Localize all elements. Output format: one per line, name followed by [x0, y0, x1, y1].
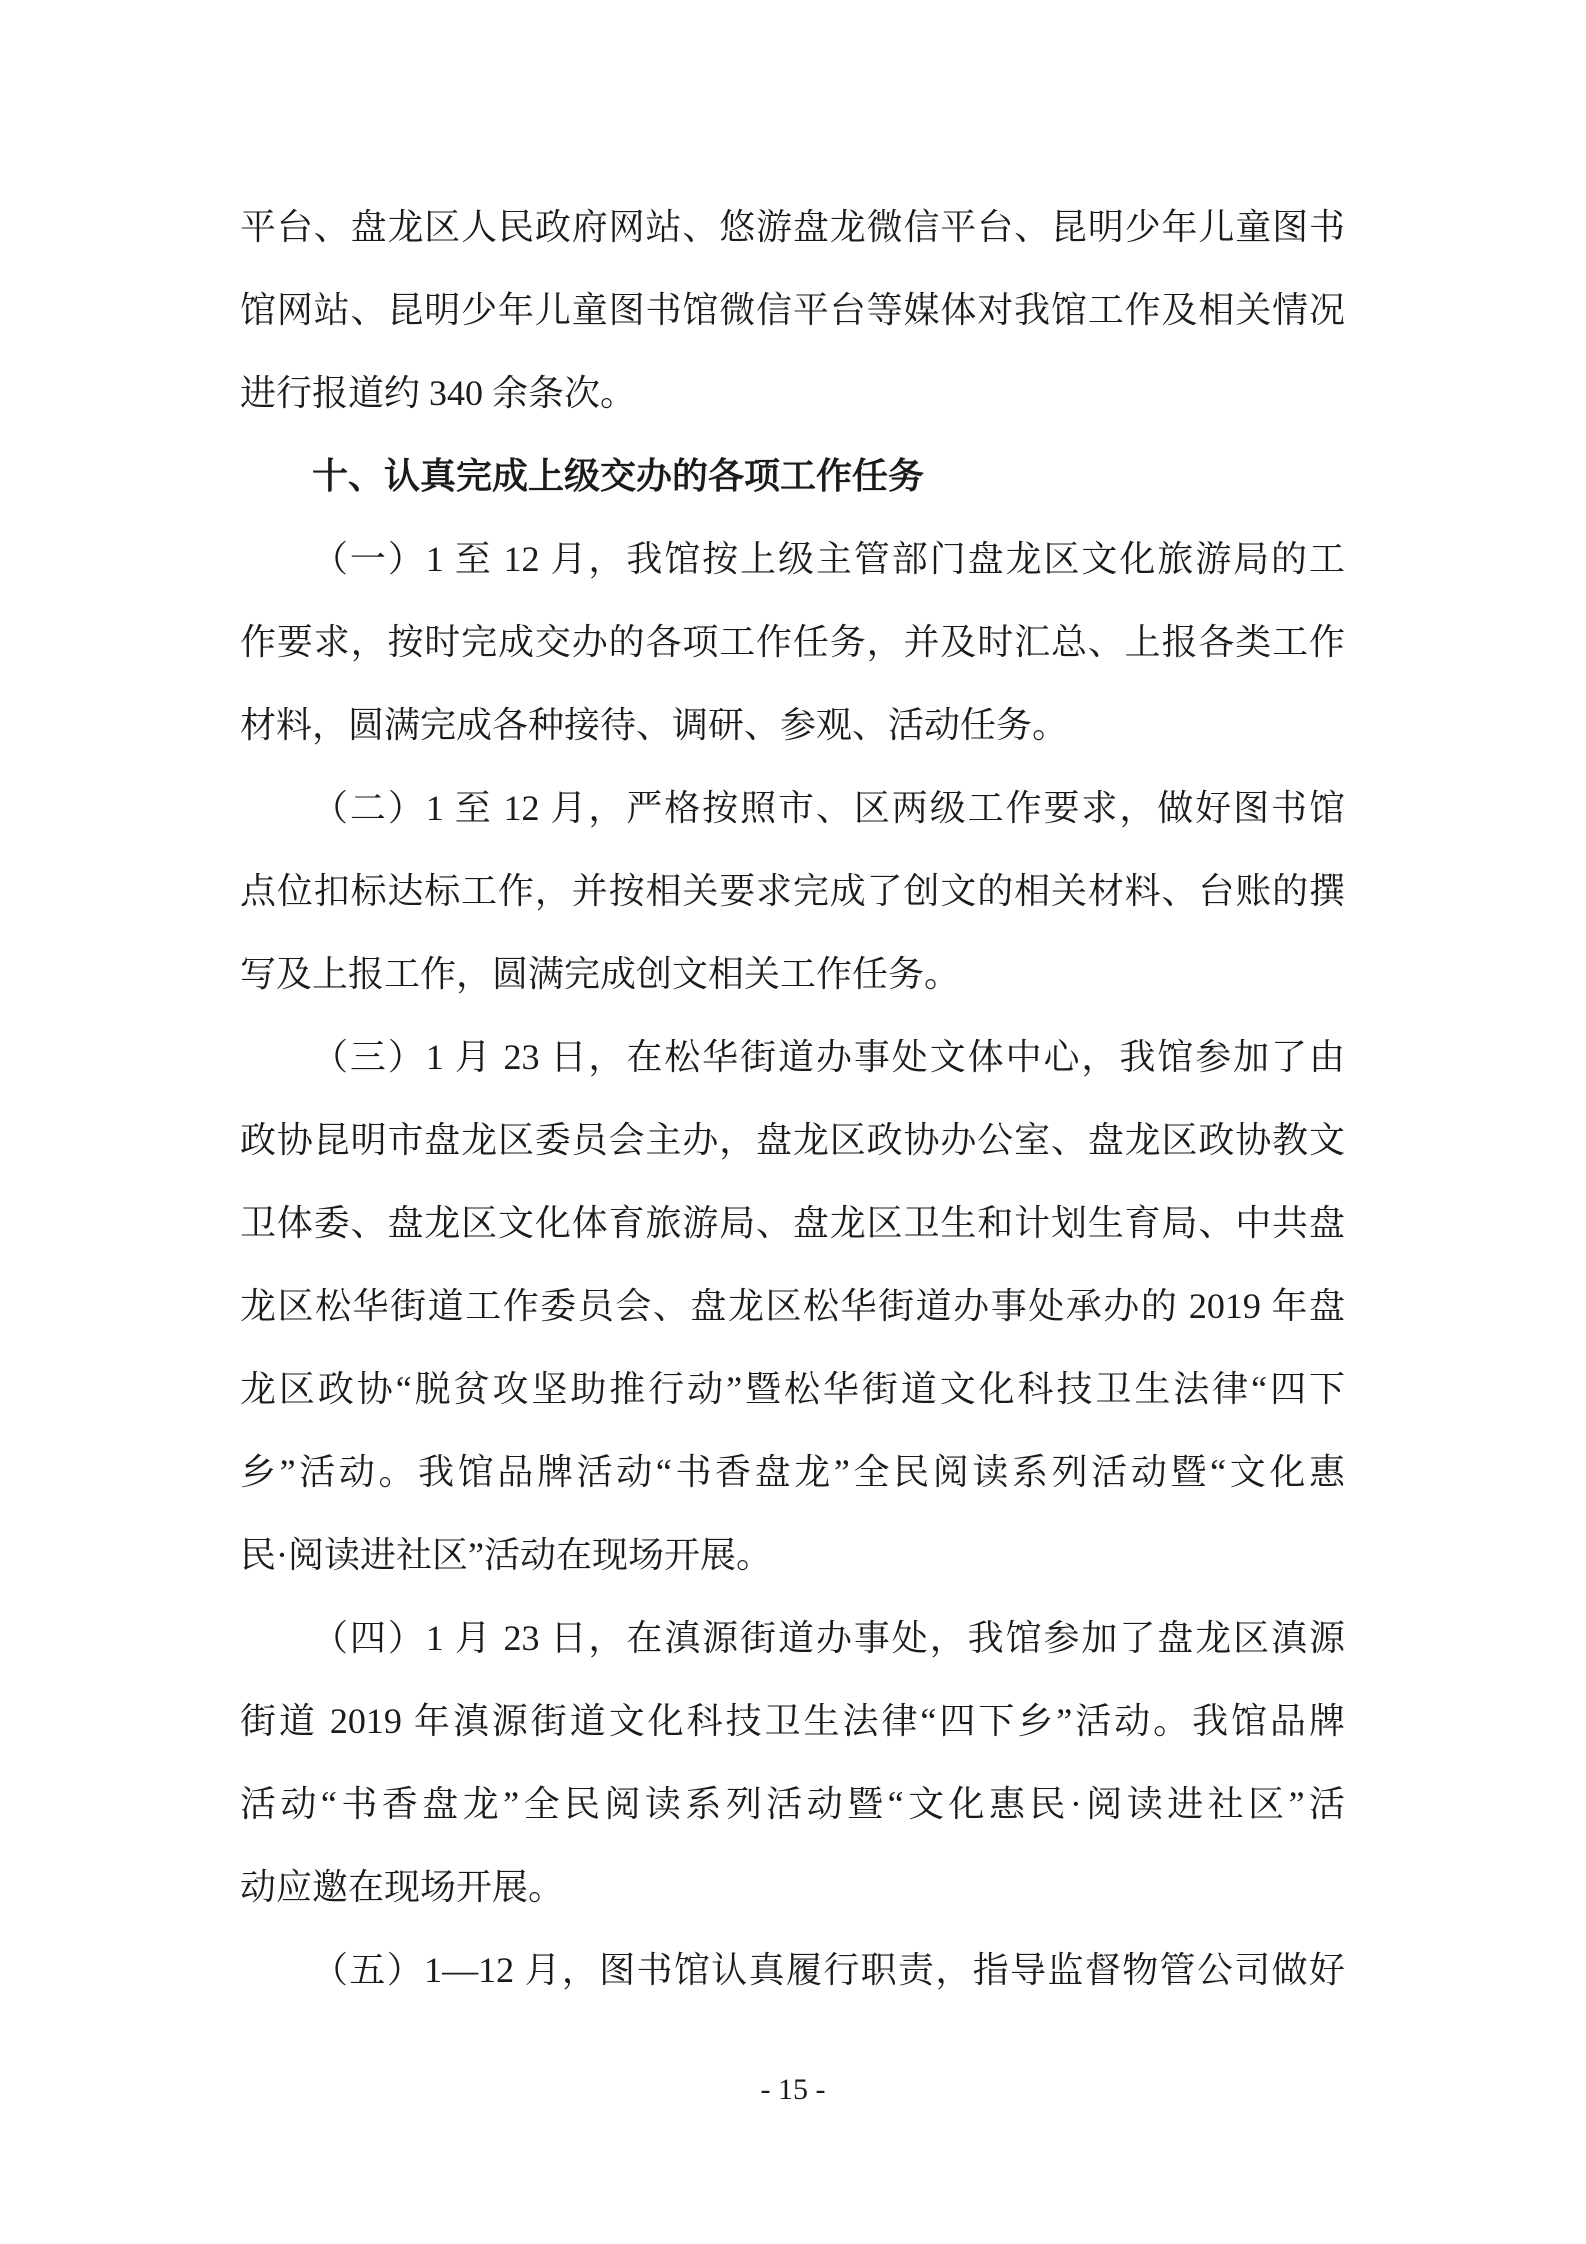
text-line: 民·阅读进社区”活动在现场开展。 — [240, 1535, 772, 1575]
text-line: （三）1 月 23 日，在松华街道办事处文体中心，我馆参加了由 — [312, 1037, 1345, 1077]
text-line: 写及上报工作，圆满完成创文相关工作任务。 — [240, 954, 961, 994]
text-line: 平台、盘龙区人民政府网站、悠游盘龙微信平台、昆明少年儿童图书 — [240, 207, 1345, 247]
page-body-text — [240, 186, 1345, 2012]
text-line: 卫体委、盘龙区文化体育旅游局、盘龙区卫生和计划生育局、中共盘 — [240, 1203, 1345, 1243]
text-line: 龙区政协“脱贫攻坚助推行动”暨松华街道文化科技卫生法律“四下 — [240, 1369, 1345, 1409]
text-line: 点位扣标达标工作，并按相关要求完成了创文的相关材料、台账的撰 — [240, 871, 1345, 911]
text-line: （五）1—12 月，图书馆认真履行职责，指导监督物管公司做好 — [312, 1950, 1345, 1990]
text-line: 进行报道约 340 余条次。 — [240, 373, 637, 413]
text-line: （一）1 至 12 月，我馆按上级主管部门盘龙区文化旅游局的工 — [312, 539, 1345, 579]
text-line: 材料，圆满完成各种接待、调研、参观、活动任务。 — [240, 705, 1069, 745]
text-line: 龙区松华街道工作委员会、盘龙区松华街道办事处承办的 2019 年盘 — [240, 1286, 1345, 1326]
text-line: 乡”活动。我馆品牌活动“书香盘龙”全民阅读系列活动暨“文化惠 — [240, 1452, 1345, 1492]
text-line: 动应邀在现场开展。 — [240, 1867, 565, 1907]
text-line: 馆网站、昆明少年儿童图书馆微信平台等媒体对我馆工作及相关情况 — [240, 290, 1345, 330]
text-line: （二）1 至 12 月，严格按照市、区两级工作要求，做好图书馆 — [312, 788, 1345, 828]
page-number: - 15 - — [760, 2073, 826, 2106]
text-line: 政协昆明市盘龙区委员会主办，盘龙区政协办公室、盘龙区政协教文 — [240, 1120, 1345, 1160]
section-heading: 十、认真完成上级交办的各项工作任务 — [312, 456, 925, 496]
text-line: （四）1 月 23 日，在滇源街道办事处，我馆参加了盘龙区滇源 — [312, 1618, 1345, 1658]
text-line: 作要求，按时完成交办的各项工作任务，并及时汇总、上报各类工作 — [240, 622, 1345, 662]
text-line: 活动“书香盘龙”全民阅读系列活动暨“文化惠民·阅读进社区”活 — [240, 1784, 1345, 1824]
text-line: 街道 2019 年滇源街道文化科技卫生法律“四下乡”活动。我馆品牌 — [240, 1701, 1345, 1741]
